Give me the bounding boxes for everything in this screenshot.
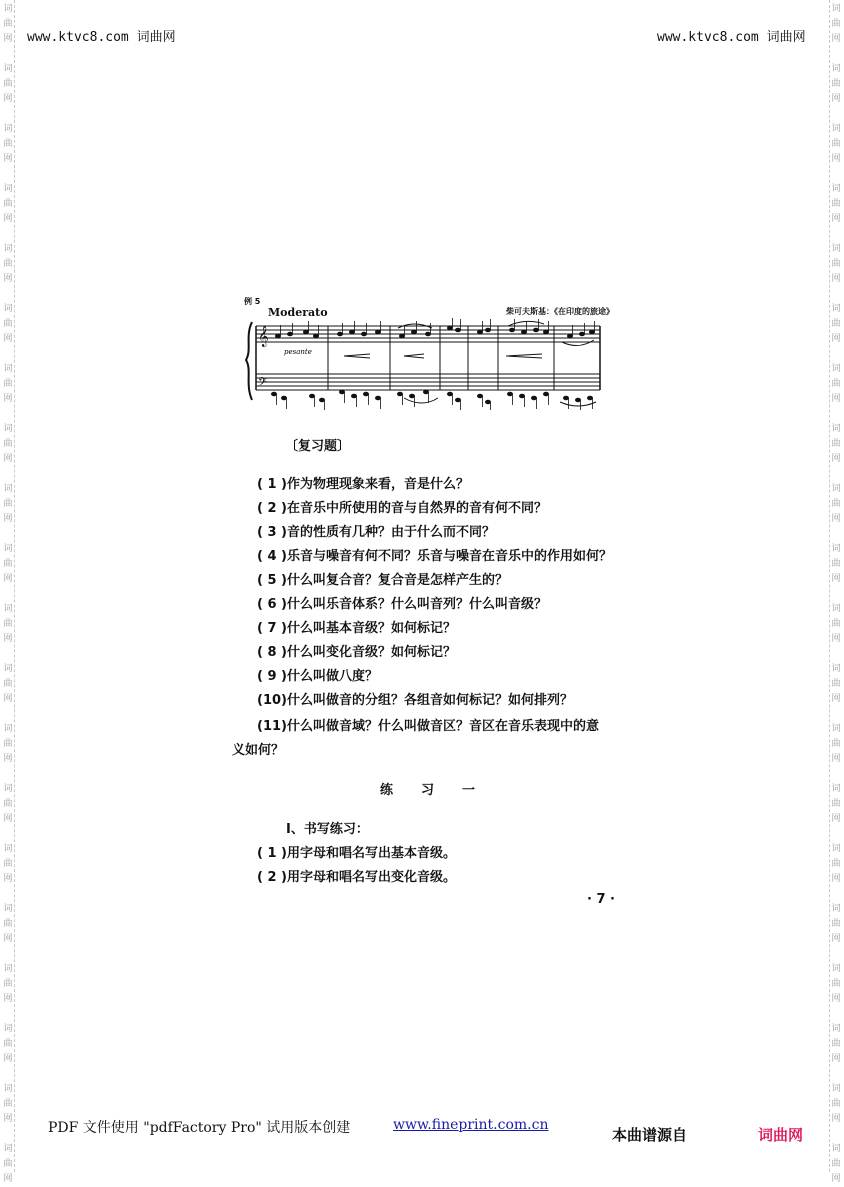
side-watermark-char: 网 [831,454,841,464]
note-head [425,332,430,336]
side-watermark-char: 曲 [831,439,841,449]
side-watermark-char: 曲 [831,19,841,29]
side-watermark [829,422,843,467]
exercise-title-char: 习 [421,783,437,798]
note-head [447,392,452,396]
side-watermark-char: 词 [831,124,841,134]
side-watermark-char: 词 [3,724,13,734]
side-watermark [829,722,843,767]
side-watermark-char: 网 [3,934,13,944]
side-watermark-char: 词 [831,484,841,494]
side-watermark-char: 网 [3,274,13,284]
side-watermark [829,962,843,1007]
side-watermark [1,602,15,647]
exercise-title-char: 练 [380,783,396,798]
note-head [575,398,580,402]
review-heading: 〔复习题〕 [285,439,351,454]
side-watermark-char: 词 [3,124,13,134]
review-question: ( 2 )在音乐中所使用的音与自然界的音有何不同？ [257,501,547,516]
review-question: ( 8 )什么叫变化音级？如何标记？ [257,645,456,660]
side-watermark-char: 曲 [3,859,13,869]
note-head [587,396,592,400]
side-watermark-char: 网 [3,94,13,104]
side-watermark-char: 网 [831,94,841,104]
side-watermark [829,2,843,47]
note-head [271,392,276,396]
note-head [521,330,526,334]
side-watermark-char: 网 [831,994,841,1004]
side-watermark [829,602,843,647]
review-question: (10)什么叫做音的分组？各组音如何标记？如何排列？ [257,693,573,708]
side-watermark-char: 曲 [831,139,841,149]
side-watermark-char: 网 [831,874,841,884]
side-watermark-char: 词 [831,724,841,734]
side-watermark [829,242,843,287]
side-watermark-char: 词 [3,1084,13,1094]
side-watermark-char: 曲 [3,979,13,989]
side-watermark [1,542,15,587]
side-watermark [829,1082,843,1127]
note-head [423,390,428,394]
side-watermark-char: 网 [831,814,841,824]
side-watermark-char: 网 [3,754,13,764]
side-watermark [829,122,843,167]
side-watermark [1,1082,15,1127]
side-watermark-char: 曲 [3,559,13,569]
side-watermark [1,482,15,527]
pdf-factory-note: PDF 文件使用 "pdfFactory Pro" 试用版本创建 [48,1120,351,1136]
side-watermark [1,62,15,107]
exercise-section-heading: Ⅰ、书写练习： [286,822,369,837]
side-watermark [1,1142,15,1187]
side-watermark-char: 词 [3,304,13,314]
side-watermark-char: 词 [831,904,841,914]
note-head [455,398,460,402]
side-watermark-char: 词 [3,964,13,974]
exercise-item: ( 1 )用字母和唱名写出基本音级。 [257,846,456,861]
review-question: ( 7 )什么叫基本音级？如何标记？ [257,621,456,636]
side-watermark-char: 网 [3,1114,13,1124]
side-watermark-char: 网 [3,994,13,1004]
side-watermark-char: 网 [3,874,13,884]
side-watermark-char: 网 [3,454,13,464]
side-watermark [1,362,15,407]
side-watermark-char: 网 [831,154,841,164]
side-watermark [1,302,15,347]
side-watermark-char: 词 [3,784,13,794]
side-watermark-char: 词 [3,184,13,194]
side-watermark-char: 网 [831,34,841,44]
side-watermark-char: 词 [831,1144,841,1154]
side-watermark [829,62,843,107]
note-head [319,398,324,402]
side-watermark-char: 曲 [3,79,13,89]
side-watermark-char: 网 [831,514,841,524]
side-watermark-char: 曲 [3,919,13,929]
side-watermark-char: 曲 [3,499,13,509]
side-watermark [829,1022,843,1067]
side-watermark-char: 网 [831,574,841,584]
example-source: 柴可夫斯基：《在印度的旅途》 [506,307,614,316]
note-head [447,326,452,330]
note-head [543,330,548,334]
note-head [563,396,568,400]
side-watermark-char: 曲 [3,1099,13,1109]
note-head [349,330,354,334]
note-head [543,392,548,396]
svg-text:𝄞: 𝄞 [258,326,269,347]
side-watermark-char: 曲 [3,439,13,449]
side-watermark-char: 网 [831,274,841,284]
side-watermark-char: 网 [3,154,13,164]
note-head [455,328,460,332]
side-watermark-char: 曲 [831,559,841,569]
side-watermark-char: 曲 [3,799,13,809]
note-head [303,330,308,334]
side-watermark-char: 网 [831,634,841,644]
side-watermark-char: 词 [831,4,841,14]
side-watermark-char: 曲 [3,1039,13,1049]
review-question: ( 9 )什么叫做八度？ [257,669,378,684]
side-watermark [1,122,15,167]
side-watermark-char: 词 [831,604,841,614]
side-watermark [829,842,843,887]
side-watermark-char: 词 [831,64,841,74]
side-watermark [829,1142,843,1187]
side-watermark-char: 曲 [831,319,841,329]
review-question: (11)什么叫做音域？什么叫做音区？音区在音乐表现中的意 [257,719,599,734]
side-watermark [1,842,15,887]
music-score [244,318,606,410]
side-watermark-char: 曲 [3,1159,13,1169]
exercise-title [380,779,503,798]
note-head [375,396,380,400]
side-watermark-char: 曲 [831,499,841,509]
side-watermark-char: 词 [831,1024,841,1034]
note-head [509,328,514,332]
source-label: 本曲谱源自 [612,1126,688,1144]
side-watermark-char: 曲 [3,739,13,749]
side-watermark-char: 词 [831,364,841,374]
side-watermark [1,782,15,827]
side-watermark-char: 词 [3,604,13,614]
note-head [313,334,318,338]
review-question: ( 3 )音的性质有几种？由于什么而不同？ [257,525,495,540]
svg-text:𝄢: 𝄢 [258,376,268,392]
side-watermark [1,2,15,47]
side-watermark-char: 词 [831,424,841,434]
note-head [485,328,490,332]
side-watermark-char: 词 [3,64,13,74]
side-watermark-char: 曲 [831,739,841,749]
side-watermark-char: 曲 [831,859,841,869]
note-head [507,392,512,396]
review-question: ( 6 )什么叫乐音体系？什么叫音列？什么叫音级？ [257,597,547,612]
side-watermark-char: 曲 [3,379,13,389]
side-watermark-char: 网 [831,754,841,764]
side-watermark-char: 词 [3,424,13,434]
brand-logo-text: 词曲网 [758,1126,804,1144]
side-watermark [829,902,843,947]
side-watermark-char: 词 [831,544,841,554]
tempo-marking: Moderato [268,306,328,319]
side-watermark-char: 曲 [831,679,841,689]
note-head [397,392,402,396]
side-watermark-char: 词 [831,964,841,974]
side-watermark-char: 网 [3,1174,13,1184]
side-watermark-char: 词 [831,784,841,794]
side-watermark-char: 词 [3,1024,13,1034]
review-question: ( 4 )乐音与噪音有何不同？乐音与噪音在音乐中的作用如何？ [257,549,612,564]
side-watermark-char: 曲 [831,619,841,629]
side-watermark-char: 曲 [3,319,13,329]
side-watermark-char: 词 [3,4,13,14]
exercise-item: ( 2 )用字母和唱名写出变化音级。 [257,870,456,885]
side-watermark-char: 词 [831,304,841,314]
side-watermark-char: 曲 [831,259,841,269]
note-head [477,330,482,334]
side-watermark-char: 网 [831,934,841,944]
side-watermark-char: 网 [3,334,13,344]
note-head [363,392,368,396]
note-head [579,332,584,336]
side-watermark-char: 曲 [831,1099,841,1109]
side-watermark-char: 曲 [831,799,841,809]
note-head [589,330,594,334]
note-head [275,334,280,338]
exercise-title-char: 一 [462,783,478,798]
note-head [399,334,404,338]
header-site-left: www.ktvc8.com 词曲网 [27,30,176,45]
side-watermark [829,542,843,587]
side-watermark-char: 网 [831,214,841,224]
side-watermark-char: 网 [831,1174,841,1184]
note-head [519,394,524,398]
side-watermark-char: 曲 [3,139,13,149]
side-watermark-char: 词 [831,184,841,194]
note-head [567,334,572,338]
side-watermark-char: 曲 [3,679,13,689]
review-question: ( 1 )作为物理现象来看，音是什么？ [257,477,469,492]
dynamic-marking: pesante [284,348,312,356]
side-watermark-char: 曲 [831,1159,841,1169]
note-head [375,330,380,334]
side-watermark-char: 曲 [3,619,13,629]
side-watermark-char: 网 [3,394,13,404]
side-watermark-char: 网 [831,1054,841,1064]
side-watermark-char: 词 [831,844,841,854]
side-watermark [1,422,15,467]
side-watermark-char: 曲 [3,19,13,29]
side-watermark-char: 词 [831,664,841,674]
side-watermark-char: 网 [831,1114,841,1124]
side-watermark [1,662,15,707]
side-watermark [1,242,15,287]
side-watermark-char: 词 [3,484,13,494]
side-watermark-char: 曲 [831,979,841,989]
side-watermark [1,962,15,1007]
side-watermark-char: 词 [831,244,841,254]
side-watermark-char: 曲 [831,1039,841,1049]
side-watermark [1,722,15,767]
side-watermark-char: 网 [831,694,841,704]
side-watermark [1,902,15,947]
note-head [351,394,356,398]
note-head [337,332,342,336]
side-watermark-char: 网 [3,574,13,584]
review-question: ( 5 )什么叫复合音？复合音是怎样产生的？ [257,573,508,588]
side-watermark-char: 词 [3,844,13,854]
note-head [309,394,314,398]
side-watermark [829,182,843,227]
side-watermark-char: 词 [831,1084,841,1094]
side-watermark-char: 曲 [3,259,13,269]
side-watermark-char: 曲 [831,379,841,389]
side-watermark-char: 网 [3,1054,13,1064]
fineprint-link[interactable]: www.fineprint.com.cn [393,1117,549,1133]
review-question: 义如何？ [232,743,285,758]
side-watermark-char: 曲 [831,919,841,929]
side-watermark-char: 网 [3,694,13,704]
note-head [477,394,482,398]
example-label: 例 5 [244,297,261,306]
side-watermark-char: 曲 [3,199,13,209]
note-head [339,390,344,394]
side-watermark-char: 网 [3,34,13,44]
note-head [411,330,416,334]
note-head [531,396,536,400]
note-head [485,400,490,404]
side-watermark-char: 曲 [831,79,841,89]
note-head [533,328,538,332]
side-watermark-char: 网 [3,514,13,524]
side-watermark [829,662,843,707]
side-watermark-char: 词 [3,664,13,674]
side-watermark [829,302,843,347]
side-watermark-char: 曲 [831,199,841,209]
note-head [409,394,414,398]
side-watermark-char: 词 [3,1144,13,1154]
side-watermark [829,782,843,827]
note-head [287,332,292,336]
side-watermark-char: 词 [3,544,13,554]
side-watermark-char: 词 [3,244,13,254]
side-watermark-char: 词 [3,904,13,914]
header-site-right: www.ktvc8.com 词曲网 [657,30,806,45]
side-watermark [1,1022,15,1067]
side-watermark-char: 网 [3,214,13,224]
note-head [361,332,366,336]
note-head [281,396,286,400]
side-watermark [829,362,843,407]
side-watermark-char: 网 [3,634,13,644]
side-watermark-char: 词 [3,364,13,374]
page-number: · 7 · [587,892,615,907]
side-watermark-char: 网 [831,394,841,404]
side-watermark-char: 网 [3,814,13,824]
side-watermark [829,482,843,527]
side-watermark-char: 网 [831,334,841,344]
side-watermark [1,182,15,227]
